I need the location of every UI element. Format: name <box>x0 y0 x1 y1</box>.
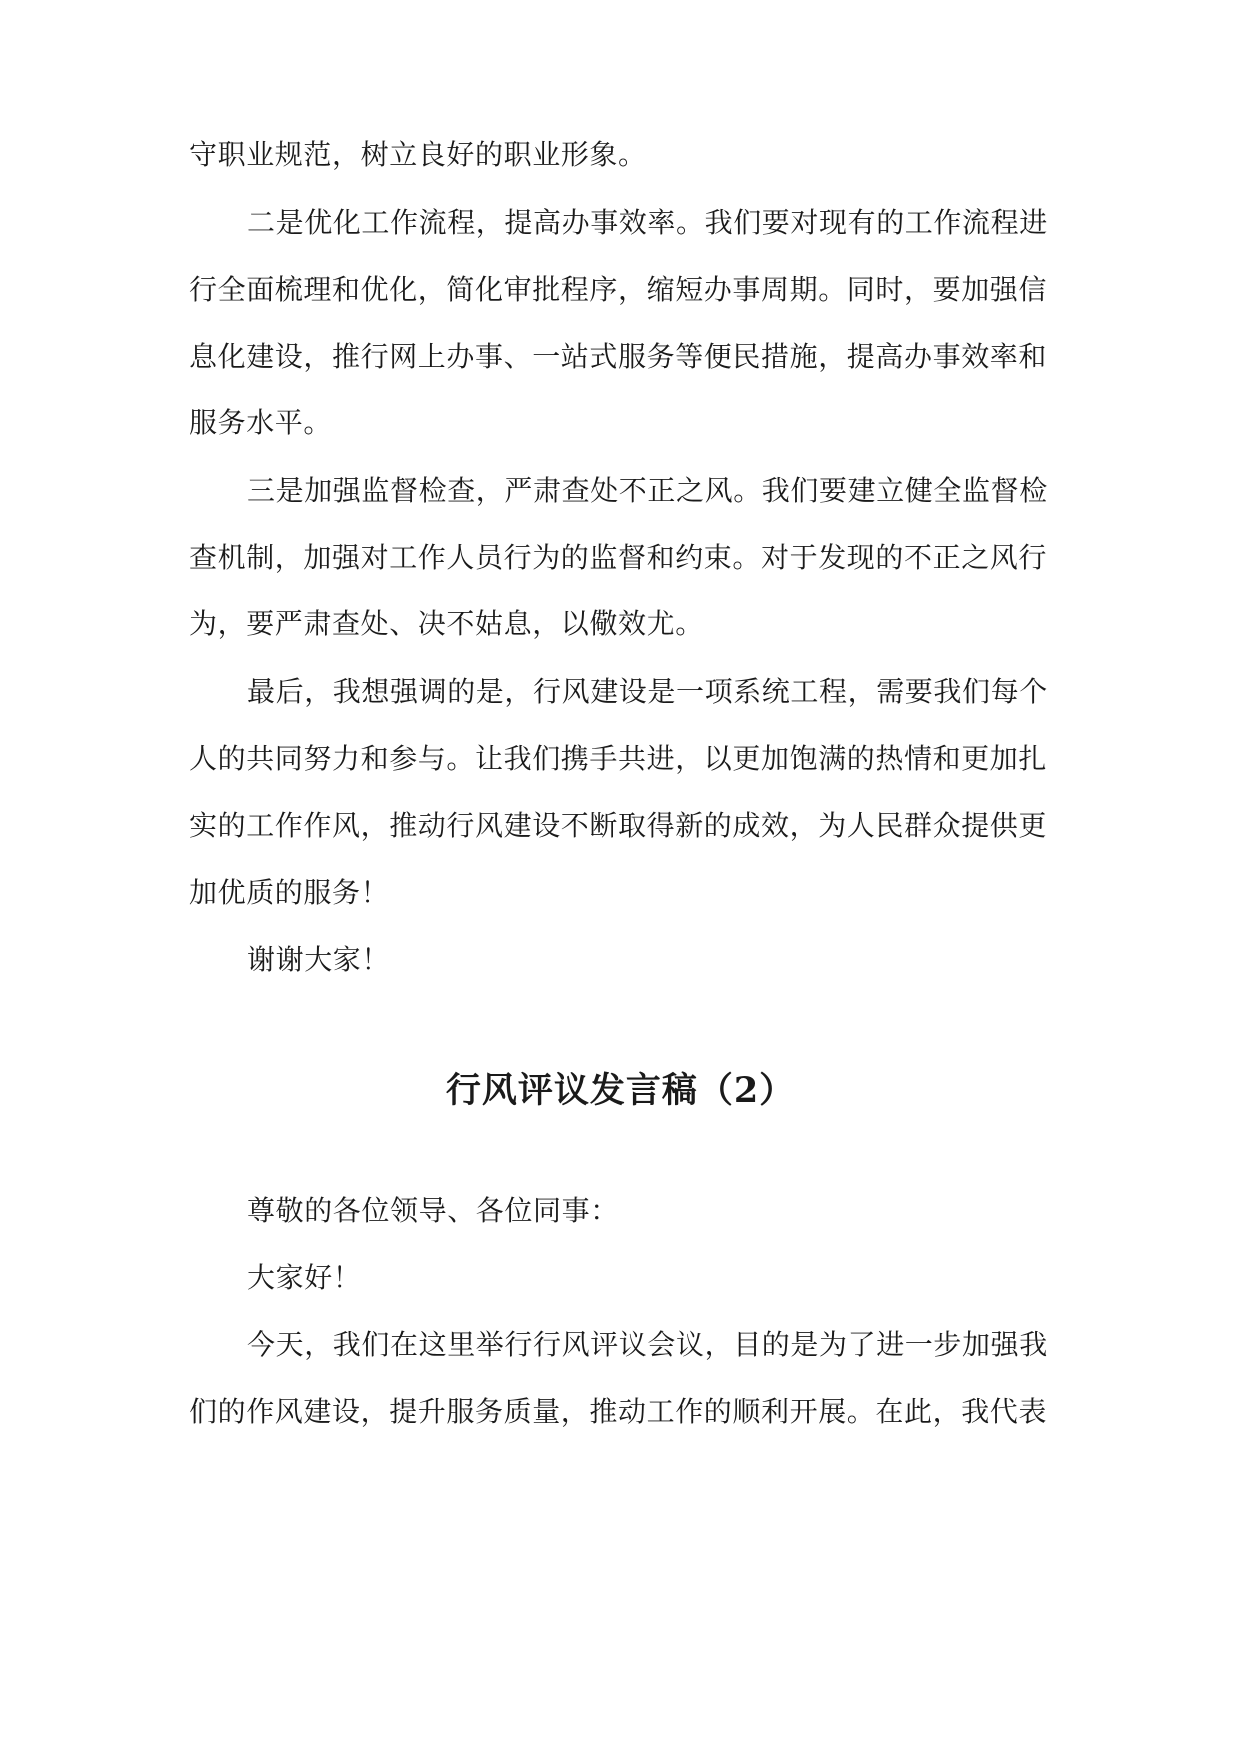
paragraph-line: 加优质的服务！ <box>189 876 390 909</box>
paragraph-line: 查机制，加强对工作人员行为的监督和约束。对于发现的不正之风行 <box>189 541 1048 574</box>
paragraph-line: 服务水平。 <box>189 406 333 439</box>
paragraph-line: 们的作风建设，提升服务质量，推动工作的顺利开展。在此，我代表 <box>189 1395 1048 1428</box>
paragraph-line: 今天，我们在这里举行行风评议会议，目的是为了进一步加强我 <box>247 1328 1048 1361</box>
paragraph-line: 人的共同努力和参与。让我们携手共进，以更加饱满的热情和更加扎 <box>189 742 1048 775</box>
greeting-line: 大家好！ <box>247 1261 362 1294</box>
paragraph-line: 最后，我想强调的是，行风建设是一项系统工程，需要我们每个 <box>247 675 1048 708</box>
paragraph-line: 行全面梳理和优化，简化审批程序，缩短办事周期。同时，要加强信 <box>189 273 1048 306</box>
paragraph-line: 息化建设，推行网上办事、一站式服务等便民措施，提高办事效率和 <box>189 340 1048 373</box>
paragraph-line: 为，要严肃查处、决不姑息，以儆效尤。 <box>189 607 704 640</box>
paragraph-line: 三是加强监督检查，严肃查处不正之风。我们要建立健全监督检 <box>247 474 1048 507</box>
salutation-line: 尊敬的各位领导、各位同事： <box>247 1194 619 1227</box>
paragraph-line: 实的工作作风，推动行风建设不断取得新的成效，为人民群众提供更 <box>189 809 1048 842</box>
paragraph-line: 谢谢大家！ <box>247 943 391 976</box>
paragraph-line: 二是优化工作流程，提高办事效率。我们要对现有的工作流程进 <box>247 206 1048 239</box>
paragraph-line: 守职业规范，树立良好的职业形象。 <box>189 138 647 171</box>
section-title: 行风评议发言稿（2） <box>445 1070 796 1111</box>
